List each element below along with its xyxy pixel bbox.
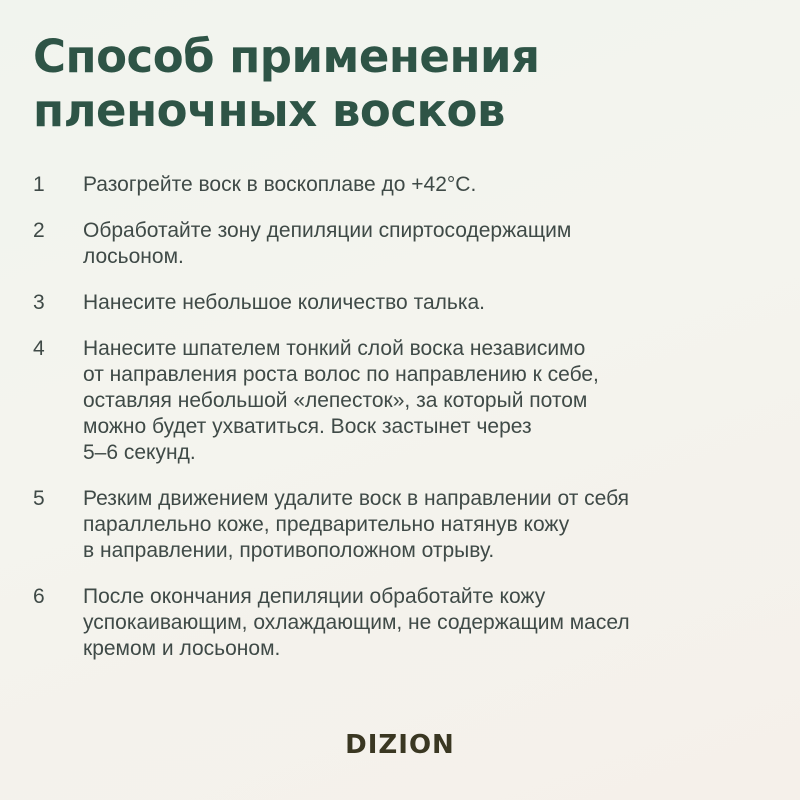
- title-line-1: Способ применения: [33, 30, 540, 83]
- step-number: 4: [33, 337, 45, 360]
- brand-logo: DIZION: [345, 730, 455, 760]
- step-5: [33, 486, 760, 564]
- step-text: Резким движением удалите воск в направлении от себя параллельно коже, предварительно натянув кожу в направлении, противоположном отрыву.: [83, 487, 630, 562]
- step-4: [33, 336, 760, 466]
- step-text: Нанесите шпателем тонкий слой воска независимо от направления роста волос по направлению к себе, оставляя небольшой «лепесток», за который потом можно будет ухватиться. Воск застынет через 5–6 секунд.: [83, 337, 599, 464]
- step-number: 5: [33, 487, 45, 510]
- step-number: 3: [33, 291, 45, 314]
- step-6: [33, 584, 760, 662]
- steps-list: [33, 172, 760, 662]
- step-text: Разогрейте воск в воскоплаве до +42°C.: [83, 173, 477, 196]
- step-number: 1: [33, 173, 45, 196]
- title-line-2: пленочных восков: [33, 84, 505, 137]
- step-text: После окончания депиляции обработайте кожу успокаивающим, охлаждающим, не содержащим масел кремом и лосьоном.: [83, 585, 630, 660]
- step-1: [33, 172, 760, 198]
- step-text: Нанесите небольшое количество талька.: [83, 291, 485, 314]
- step-3: [33, 290, 760, 316]
- page-title: [33, 30, 760, 138]
- step-2: [33, 218, 760, 270]
- step-number: 6: [33, 585, 45, 608]
- step-number: 2: [33, 219, 45, 242]
- step-text: Обработайте зону депиляции спиртосодержащим лосьоном.: [83, 219, 572, 268]
